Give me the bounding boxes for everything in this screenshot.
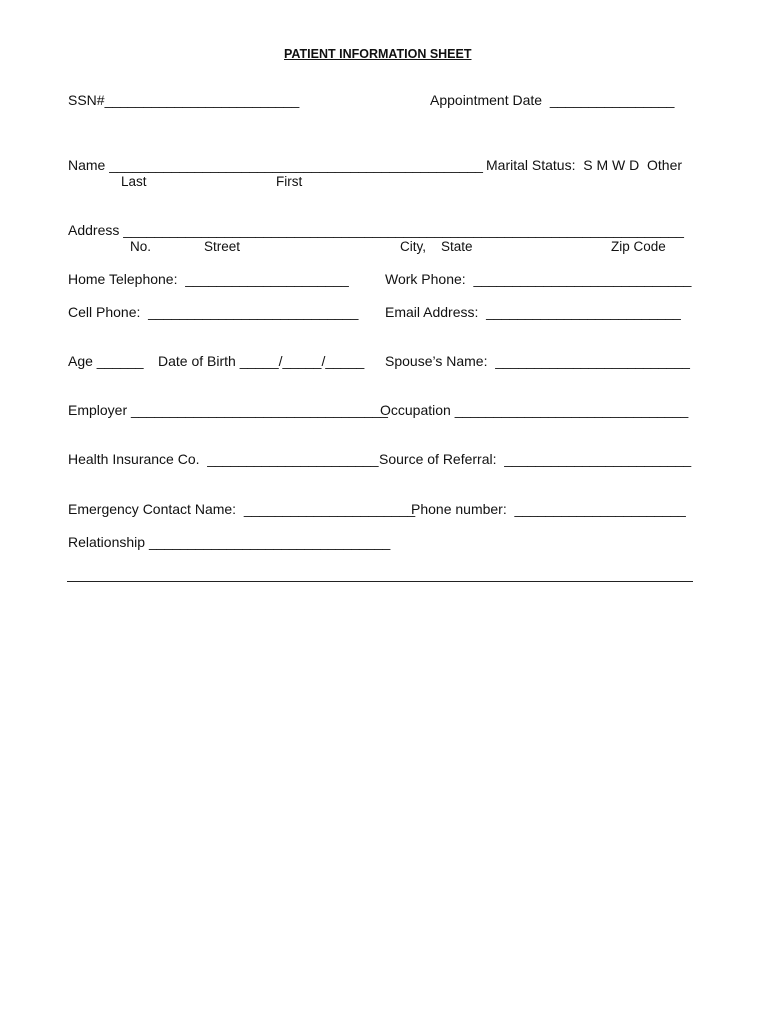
name-first-label: First: [276, 174, 303, 189]
cell-phone-field[interactable]: Cell Phone: ___________________________: [68, 304, 359, 320]
emergency-contact-field[interactable]: Emergency Contact Name: ______________________: [68, 501, 416, 517]
address-field[interactable]: Address ________________________________________________________________________: [68, 222, 684, 238]
work-phone-field[interactable]: Work Phone: ____________________________: [385, 271, 692, 287]
address-zip-label: Zip Code: [611, 239, 666, 254]
page-title: PATIENT INFORMATION SHEET: [284, 47, 472, 61]
name-field[interactable]: Name ________________________________________________: [68, 157, 483, 173]
occupation-field[interactable]: Occupation ______________________________: [380, 402, 689, 418]
relationship-field[interactable]: Relationship _______________________________: [68, 534, 391, 550]
health-insurance-field[interactable]: Health Insurance Co. ______________________: [68, 451, 379, 467]
marital-status-field[interactable]: Marital Status: S M W D Other: [486, 157, 683, 173]
source-of-referral-field[interactable]: Source of Referral: ________________________: [379, 451, 692, 467]
address-city-state-label: City, State: [400, 239, 473, 254]
home-telephone-field[interactable]: Home Telephone: _____________________: [68, 271, 349, 287]
ssn-field[interactable]: SSN#_________________________: [68, 92, 300, 108]
spouse-name-field[interactable]: Spouse’s Name: _________________________: [385, 353, 690, 369]
section-divider: [67, 581, 693, 582]
address-street-label: Street: [204, 239, 241, 254]
phone-number-field[interactable]: Phone number: ______________________: [411, 501, 686, 517]
date-of-birth-field[interactable]: Date of Birth _____/_____/_____: [158, 353, 365, 369]
address-no-label: No.: [130, 239, 152, 254]
appointment-date-field[interactable]: Appointment Date ________________: [430, 92, 675, 108]
age-field[interactable]: Age ______: [68, 353, 144, 369]
employer-field[interactable]: Employer _________________________________: [68, 402, 388, 418]
name-last-label: Last: [121, 174, 147, 189]
email-address-field[interactable]: Email Address: _________________________: [385, 304, 681, 320]
